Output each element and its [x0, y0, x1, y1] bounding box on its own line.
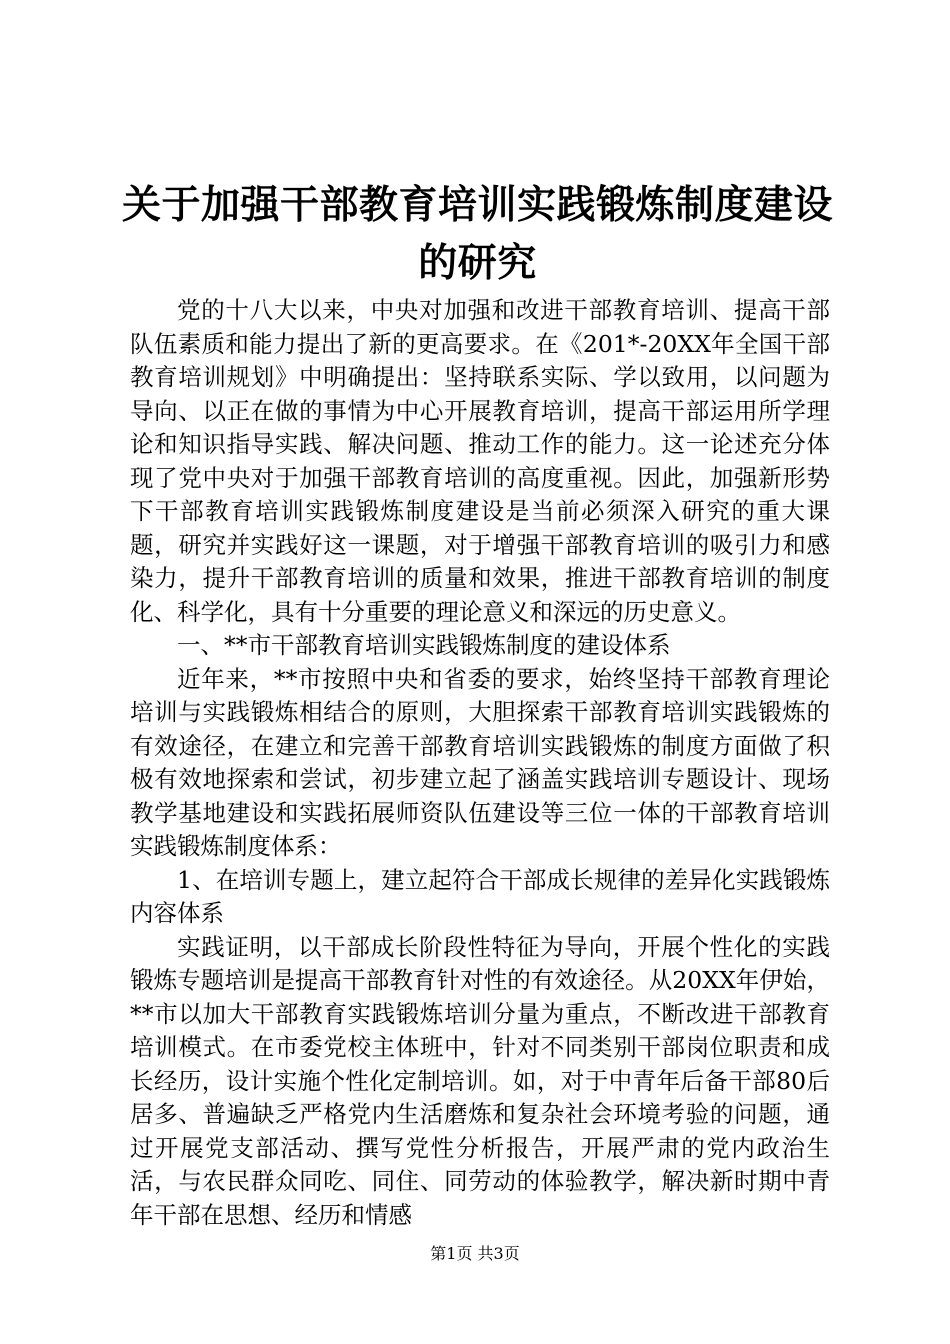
- paragraph-subsection-1: 实践证明，以干部成长阶段性特征为导向，开展个性化的实践锻炼专题培训是提高干部教育针对性的有效途径。从20XX年伊始，**市以加大干部教育实践锻炼培训分量为重点，不断改进干部教育培训模式。在市委党校主体班中，针对不同类别干部岗位职责和成长经历，设计实施个性化定制培训。如，对于中青年后备干部80后居多、普遍缺乏严格党内生活磨炼和复杂社会环境考验的问题，通过开展党支部活动、撰写党性分析报告，开展严肃的党内政治生活，与农民群众同吃、同住、同劳动的体验教学，解决新时期中青年干部在思想、经历和情感: [130, 932, 830, 1229]
- paragraph-section-1: 近年来，**市按照中央和省委的要求，始终坚持干部教育理论培训与实践锻炼相结合的原则，大胆探索干部教育培训实践锻炼的有效途径，在建立和完善干部教育培训实践锻炼的制度方面做了积极有效地探索和尝试，初步建立起了涵盖实践培训专题设计、现场教学基地建设和实践拓展师资队伍建设等三位一体的干部教育培训实践锻炼制度体系：: [130, 664, 830, 860]
- section-heading-1: 一、**市干部教育培训实践锻炼制度的建设体系: [177, 631, 671, 659]
- document-body: [130, 294, 830, 1232]
- subsection-heading-1: 1、在培训专题上，建立起符合干部成长规律的差异化实践锻炼内容体系: [130, 865, 830, 927]
- document-title: 关于加强干部教育培训实践锻炼制度建设的研究: [121, 182, 833, 286]
- page-footer: 第1页 共3页: [430, 1244, 520, 1263]
- paragraph-intro: 党的十八大以来，中央对加强和改进干部教育培训、提高干部队伍素质和能力提出了新的更高要求。在《201*-20XX年全国干部教育培训规划》中明确提出：坚持联系实际、学以致用，以问题为导向、以正在做的事情为中心开展教育培训，提高干部运用所学理论和知识指导实践、解决问题、推动工作的能力。这一论述充分体现了党中央对于加强干部教育培训的高度重视。因此，加强新形势下干部教育培训实践锻炼制度建设是当前必须深入研究的重大课题，研究并实践好这一课题，对于增强干部教育培训的吸引力和感染力，提升干部教育培训的质量和效果，推进干部教育培训的制度化、科学化，具有十分重要的理论意义和深远的历史意义。: [130, 296, 830, 626]
